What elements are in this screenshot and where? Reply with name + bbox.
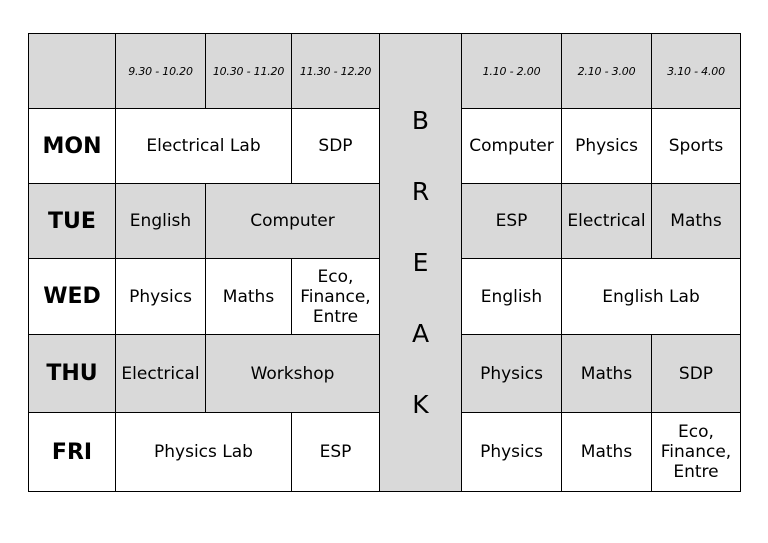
subject-cell: Maths <box>562 413 652 492</box>
subject-cell: ESP <box>462 184 562 259</box>
day-label: WED <box>29 259 116 335</box>
break-letter: E <box>412 248 429 277</box>
break-column <box>380 34 462 492</box>
subject-cell: Physics <box>562 109 652 184</box>
time-slot-5: 2.10 - 3.00 <box>562 34 652 109</box>
subject-cell: Electrical <box>562 184 652 259</box>
time-slot-3: 11.30 - 12.20 <box>292 34 380 109</box>
subject-cell: Sports <box>652 109 741 184</box>
time-slot-4: 1.10 - 2.00 <box>462 34 562 109</box>
subject-cell: Computer <box>462 109 562 184</box>
break-letter: K <box>412 390 429 419</box>
subject-cell: Eco, Finance, Entre <box>652 413 741 492</box>
break-letter: B <box>411 106 430 135</box>
subject-cell: Physics <box>462 335 562 413</box>
day-label: FRI <box>29 413 116 492</box>
subject-cell: SDP <box>652 335 741 413</box>
subject-cell: ESP <box>292 413 380 492</box>
subject-cell: Maths <box>652 184 741 259</box>
header-row <box>29 34 741 109</box>
day-label: MON <box>29 109 116 184</box>
break-letter: A <box>411 319 430 348</box>
time-slot-6: 3.10 - 4.00 <box>652 34 741 109</box>
day-label: THU <box>29 335 116 413</box>
day-label: TUE <box>29 184 116 259</box>
subject-cell: Maths <box>206 259 292 335</box>
subject-cell: Computer <box>206 184 380 259</box>
break-letter: R <box>411 177 430 206</box>
subject-cell: Workshop <box>206 335 380 413</box>
subject-cell: SDP <box>292 109 380 184</box>
subject-cell: English <box>462 259 562 335</box>
subject-cell: Electrical Lab <box>116 109 292 184</box>
subject-cell: English Lab <box>562 259 741 335</box>
subject-cell: Electrical <box>116 335 206 413</box>
timetable <box>28 33 741 492</box>
subject-cell: Physics Lab <box>116 413 292 492</box>
subject-cell: Maths <box>562 335 652 413</box>
subject-cell: English <box>116 184 206 259</box>
subject-cell: Eco, Finance, Entre <box>292 259 380 335</box>
time-slot-1: 9.30 - 10.20 <box>116 34 206 109</box>
corner-cell <box>29 34 116 109</box>
subject-cell: Physics <box>116 259 206 335</box>
time-slot-2: 10.30 - 11.20 <box>206 34 292 109</box>
subject-cell: Physics <box>462 413 562 492</box>
